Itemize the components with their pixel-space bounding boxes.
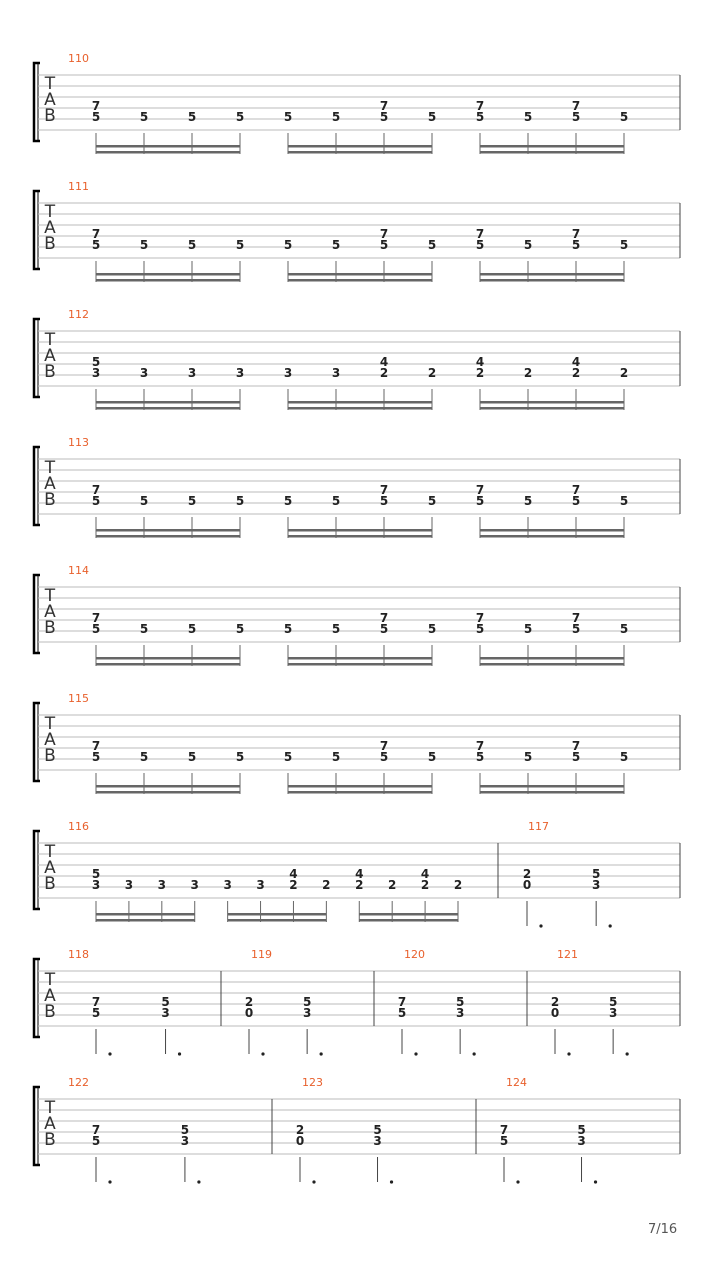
staff-system <box>34 820 680 928</box>
beam <box>288 145 432 148</box>
dot <box>516 1180 519 1183</box>
fret-number: 7 <box>571 611 581 625</box>
tab-clef-letter: T <box>44 458 56 478</box>
fret-number: 5 <box>475 750 485 764</box>
fret-number: 7 <box>379 483 389 497</box>
fret-number: 5 <box>187 494 197 508</box>
fret-number: 7 <box>91 227 101 241</box>
tab-clef-letter: B <box>44 490 56 510</box>
tab-clef-letter: A <box>44 90 56 110</box>
fret-number: 7 <box>475 739 485 753</box>
fret-number: 5 <box>139 238 149 252</box>
fret-number: 5 <box>608 995 618 1009</box>
measure-number: 111 <box>68 180 89 193</box>
beam <box>480 145 624 148</box>
measure-number: 115 <box>68 692 89 705</box>
beam <box>288 657 432 660</box>
fret-number: 4 <box>289 867 298 881</box>
fret-number: 0 <box>244 1006 254 1020</box>
fret-number: 0 <box>522 878 532 892</box>
fret-number: 5 <box>331 494 341 508</box>
fret-number: 5 <box>577 1123 586 1137</box>
measure-number: 114 <box>68 564 89 577</box>
fret-number: 5 <box>475 622 485 636</box>
fret-number: 3 <box>577 1134 586 1148</box>
staff-system <box>34 692 680 794</box>
fret-number: 5 <box>523 110 533 124</box>
fret-number: 2 <box>619 366 629 380</box>
fret-number: 5 <box>91 355 101 369</box>
fret-number: 4 <box>571 355 581 369</box>
tab-clef-letter: B <box>44 1002 56 1022</box>
fret-number: 3 <box>608 1006 618 1020</box>
beam <box>96 919 195 922</box>
fret-number: 5 <box>161 995 170 1009</box>
fret-number: 5 <box>427 622 437 636</box>
tab-clef-letter: T <box>44 202 56 222</box>
tab-clef-letter: T <box>44 330 56 350</box>
fret-number: 3 <box>139 366 149 380</box>
fret-number: 2 <box>427 366 437 380</box>
staff-system <box>34 948 680 1056</box>
fret-number: 4 <box>420 867 430 881</box>
fret-number: 5 <box>235 494 245 508</box>
beam <box>480 279 624 282</box>
fret-number: 5 <box>571 622 581 636</box>
fret-number: 7 <box>475 611 485 625</box>
beam <box>288 663 432 666</box>
fret-number: 2 <box>388 878 397 892</box>
fret-number: 5 <box>379 238 389 252</box>
fret-number: 5 <box>427 110 437 124</box>
beam <box>288 529 432 532</box>
measure-number: 121 <box>557 948 578 961</box>
staff-system <box>34 52 680 154</box>
measure-number: 117 <box>528 820 549 833</box>
page-number: 7/16 <box>648 1222 678 1237</box>
fret-number: 4 <box>379 355 389 369</box>
beam <box>480 273 624 276</box>
tab-clef-letter: T <box>44 586 56 606</box>
fret-number: 7 <box>91 995 101 1009</box>
fret-number: 3 <box>302 1006 312 1020</box>
fret-number: 5 <box>619 238 629 252</box>
fret-number: 5 <box>91 1006 101 1020</box>
fret-number: 5 <box>187 110 197 124</box>
fret-number: 5 <box>91 750 101 764</box>
tab-clef-letter: T <box>44 842 56 862</box>
fret-number: 7 <box>571 227 581 241</box>
fret-number: 7 <box>91 611 101 625</box>
beam <box>96 785 240 788</box>
fret-number: 4 <box>355 867 364 881</box>
measure-number: 116 <box>68 820 89 833</box>
beam <box>96 145 240 148</box>
fret-number: 3 <box>124 878 134 892</box>
fret-number: 3 <box>161 1006 170 1020</box>
fret-number: 5 <box>139 494 149 508</box>
fret-number: 5 <box>475 110 485 124</box>
fret-number: 5 <box>187 750 197 764</box>
fret-number: 7 <box>571 99 581 113</box>
fret-number: 3 <box>331 366 341 380</box>
measure-number: 113 <box>68 436 89 449</box>
fret-number: 5 <box>523 238 533 252</box>
fret-number: 7 <box>571 739 581 753</box>
tab-clef-letter: A <box>44 218 56 238</box>
beam <box>228 919 327 922</box>
beam <box>480 529 624 532</box>
beam <box>288 273 432 276</box>
fret-number: 3 <box>190 878 199 892</box>
staff-system <box>34 1076 680 1184</box>
beam <box>480 407 624 410</box>
measure-number: 118 <box>68 948 89 961</box>
dot <box>197 1180 200 1183</box>
fret-number: 5 <box>379 110 389 124</box>
fret-number: 5 <box>619 110 629 124</box>
beam <box>288 401 432 404</box>
fret-number: 5 <box>523 494 533 508</box>
fret-number: 7 <box>475 483 485 497</box>
fret-number: 3 <box>256 878 265 892</box>
fret-number: 5 <box>139 622 149 636</box>
fret-number: 5 <box>619 494 629 508</box>
beam <box>288 151 432 154</box>
fret-number: 5 <box>235 238 245 252</box>
fret-number: 3 <box>91 366 101 380</box>
fret-number: 5 <box>571 494 581 508</box>
beam <box>480 657 624 660</box>
fret-number: 5 <box>571 110 581 124</box>
tab-clef-letter: B <box>44 106 56 126</box>
beam <box>288 785 432 788</box>
fret-number: 5 <box>283 494 293 508</box>
dot <box>414 1052 417 1055</box>
tab-clef-letter: B <box>44 362 56 382</box>
tab-clef-letter: A <box>44 474 56 494</box>
fret-number: 5 <box>379 622 389 636</box>
fret-number: 3 <box>91 878 101 892</box>
tab-clef-letter: A <box>44 986 56 1006</box>
tab-clef-letter: A <box>44 730 56 750</box>
beam <box>96 273 240 276</box>
beam <box>96 151 240 154</box>
fret-number: 3 <box>373 1134 382 1148</box>
staff-system <box>34 308 680 410</box>
fret-number: 5 <box>379 750 389 764</box>
tab-clef-letter: T <box>44 1098 56 1118</box>
tab-clef-letter: A <box>44 1114 56 1134</box>
beam <box>96 913 195 916</box>
fret-number: 5 <box>571 750 581 764</box>
fret-number: 5 <box>475 238 485 252</box>
beam <box>96 279 240 282</box>
beam <box>96 657 240 660</box>
beam <box>288 407 432 410</box>
fret-number: 5 <box>91 494 101 508</box>
beam <box>96 401 240 404</box>
fret-number: 3 <box>455 1006 465 1020</box>
fret-number: 5 <box>427 238 437 252</box>
tab-clef-letter: A <box>44 346 56 366</box>
fret-number: 5 <box>455 995 465 1009</box>
beam <box>96 663 240 666</box>
fret-number: 5 <box>427 750 437 764</box>
dot <box>108 1180 111 1183</box>
fret-number: 7 <box>91 483 101 497</box>
fret-number: 7 <box>91 1123 101 1137</box>
fret-number: 7 <box>475 99 485 113</box>
fret-number: 2 <box>420 878 430 892</box>
fret-number: 5 <box>187 622 197 636</box>
tab-clef-letter: T <box>44 970 56 990</box>
fret-number: 5 <box>235 110 245 124</box>
fret-number: 2 <box>289 878 298 892</box>
fret-number: 7 <box>571 483 581 497</box>
fret-number: 5 <box>331 110 341 124</box>
tab-clef-letter: B <box>44 746 56 766</box>
fret-number: 2 <box>355 878 364 892</box>
fret-number: 0 <box>295 1134 305 1148</box>
fret-number: 3 <box>591 878 601 892</box>
staff-system <box>34 436 680 538</box>
fret-number: 5 <box>180 1123 190 1137</box>
beam <box>359 913 458 916</box>
fret-number: 5 <box>475 494 485 508</box>
fret-number: 5 <box>373 1123 382 1137</box>
dot <box>178 1052 181 1055</box>
staff-system <box>34 180 680 282</box>
fret-number: 2 <box>571 366 581 380</box>
fret-number: 5 <box>523 622 533 636</box>
dot <box>312 1180 315 1183</box>
measure-number: 112 <box>68 308 89 321</box>
fret-number: 7 <box>397 995 407 1009</box>
tab-clef-letter: B <box>44 234 56 254</box>
tab-clef-letter: T <box>44 714 56 734</box>
fret-number: 5 <box>499 1134 509 1148</box>
beam <box>96 791 240 794</box>
beam <box>480 663 624 666</box>
fret-number: 5 <box>139 110 149 124</box>
measure-number: 122 <box>68 1076 89 1089</box>
beam <box>480 151 624 154</box>
measure-number: 119 <box>251 948 272 961</box>
beam <box>96 407 240 410</box>
measure-number: 110 <box>68 52 89 65</box>
dot <box>108 1052 111 1055</box>
fret-number: 2 <box>453 878 463 892</box>
fret-number: 5 <box>283 110 293 124</box>
beam <box>288 535 432 538</box>
dot <box>320 1052 323 1055</box>
beam <box>288 279 432 282</box>
fret-number: 5 <box>331 238 341 252</box>
measure-number: 124 <box>506 1076 527 1089</box>
dot <box>609 924 612 927</box>
fret-number: 5 <box>91 110 101 124</box>
fret-number: 2 <box>550 995 560 1009</box>
fret-number: 2 <box>475 366 485 380</box>
fret-number: 5 <box>379 494 389 508</box>
beam <box>228 913 327 916</box>
fret-number: 5 <box>235 750 245 764</box>
measure-number: 123 <box>302 1076 323 1089</box>
dot <box>567 1052 570 1055</box>
fret-number: 5 <box>91 622 101 636</box>
tab-clef-letter: B <box>44 1130 56 1150</box>
measure-number: 120 <box>404 948 425 961</box>
fret-number: 5 <box>283 238 293 252</box>
fret-number: 5 <box>397 1006 407 1020</box>
fret-number: 7 <box>379 99 389 113</box>
tab-clef-letter: A <box>44 858 56 878</box>
fret-number: 2 <box>295 1123 305 1137</box>
fret-number: 5 <box>91 867 101 881</box>
fret-number: 5 <box>235 622 245 636</box>
fret-number: 3 <box>157 878 166 892</box>
tab-clef-letter: A <box>44 602 56 622</box>
fret-number: 2 <box>244 995 254 1009</box>
fret-number: 2 <box>522 867 532 881</box>
beam <box>96 529 240 532</box>
dot <box>473 1052 476 1055</box>
fret-number: 3 <box>180 1134 190 1148</box>
beam <box>480 785 624 788</box>
fret-number: 5 <box>331 750 341 764</box>
beam <box>96 535 240 538</box>
fret-number: 2 <box>379 366 389 380</box>
fret-number: 5 <box>302 995 312 1009</box>
dot <box>594 1180 597 1183</box>
fret-number: 5 <box>139 750 149 764</box>
beam <box>359 919 458 922</box>
fret-number: 5 <box>91 1134 101 1148</box>
fret-number: 7 <box>379 611 389 625</box>
fret-number: 3 <box>235 366 245 380</box>
fret-number: 3 <box>223 878 232 892</box>
fret-number: 5 <box>283 622 293 636</box>
tab-clef-letter: B <box>44 618 56 638</box>
fret-number: 7 <box>379 739 389 753</box>
beam <box>480 791 624 794</box>
tab-clef-letter: T <box>44 74 56 94</box>
dot <box>539 924 542 927</box>
fret-number: 5 <box>591 867 601 881</box>
fret-number: 3 <box>283 366 293 380</box>
dot <box>626 1052 629 1055</box>
fret-number: 5 <box>523 750 533 764</box>
staff-system <box>34 564 680 666</box>
fret-number: 7 <box>499 1123 509 1137</box>
fret-number: 4 <box>475 355 485 369</box>
fret-number: 7 <box>91 99 101 113</box>
fret-number: 0 <box>550 1006 560 1020</box>
fret-number: 7 <box>91 739 101 753</box>
beam <box>480 535 624 538</box>
fret-number: 2 <box>523 366 533 380</box>
fret-number: 5 <box>571 238 581 252</box>
dot <box>390 1180 393 1183</box>
fret-number: 7 <box>475 227 485 241</box>
fret-number: 5 <box>427 494 437 508</box>
fret-number: 7 <box>379 227 389 241</box>
fret-number: 5 <box>331 622 341 636</box>
beam <box>480 401 624 404</box>
beam <box>288 791 432 794</box>
fret-number: 5 <box>283 750 293 764</box>
fret-number: 5 <box>619 750 629 764</box>
tab-clef-letter: B <box>44 874 56 894</box>
fret-number: 3 <box>187 366 197 380</box>
fret-number: 5 <box>187 238 197 252</box>
fret-number: 5 <box>91 238 101 252</box>
fret-number: 5 <box>619 622 629 636</box>
dot <box>261 1052 264 1055</box>
fret-number: 2 <box>322 878 331 892</box>
